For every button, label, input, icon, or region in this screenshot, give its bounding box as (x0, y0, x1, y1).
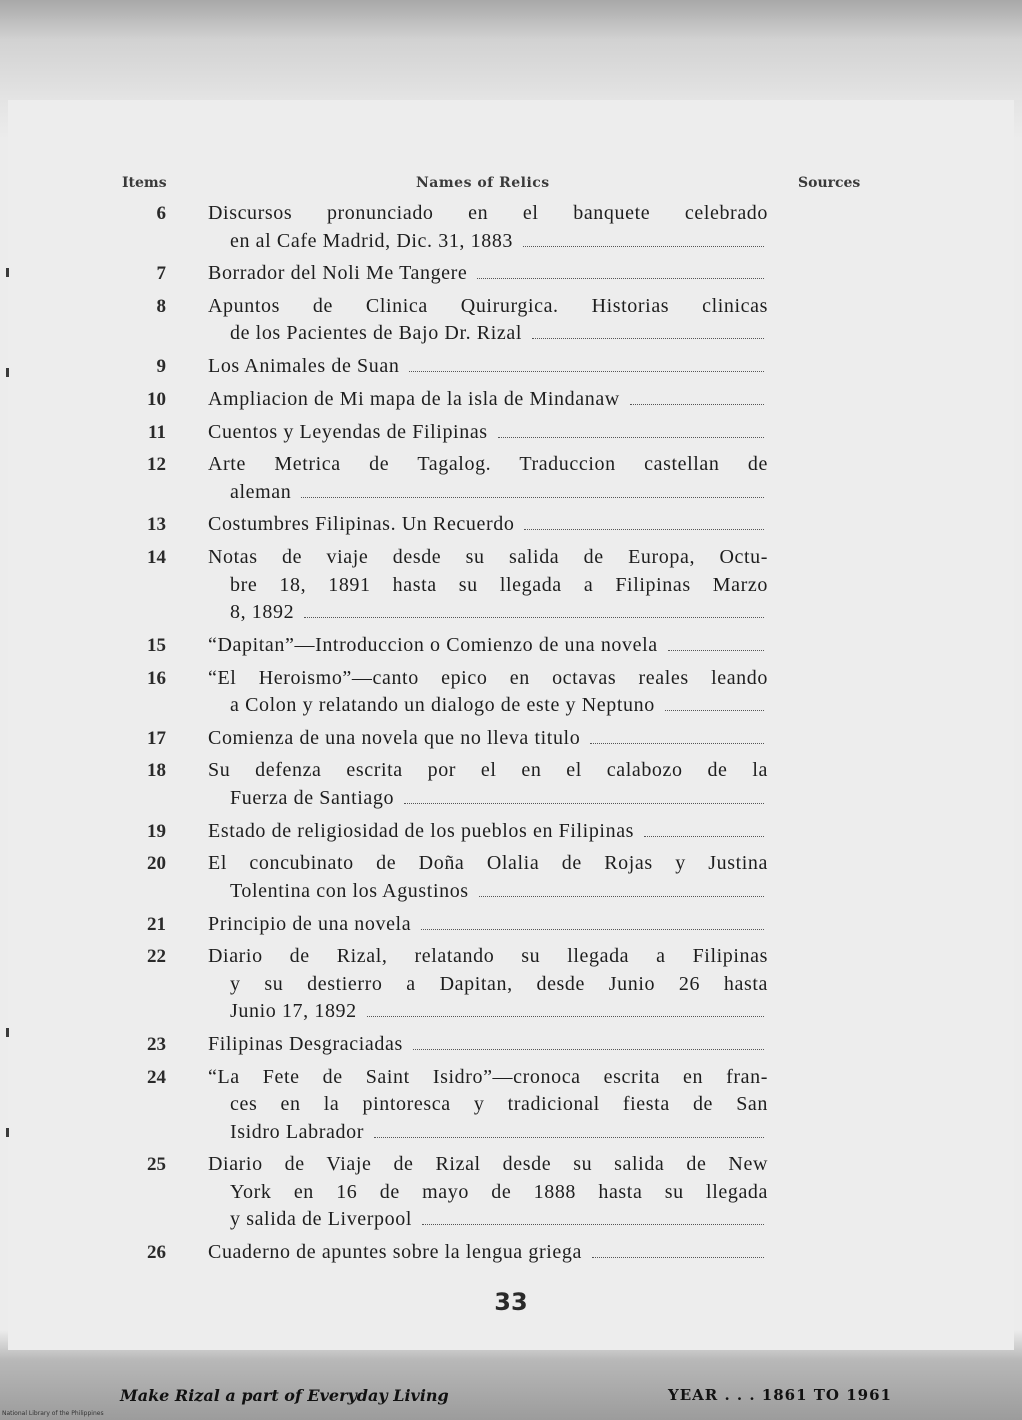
relic-name (208, 419, 768, 447)
relic-name-line (208, 665, 768, 693)
relic-text: a Colon y relatando un dialogo de este y Neptuno (230, 694, 655, 716)
relic-name (208, 943, 768, 1026)
sources-column-header: Sources (798, 175, 861, 191)
relic-name-line (208, 228, 768, 256)
relic-name-line (208, 632, 768, 660)
relic-name-line (208, 1091, 768, 1119)
relic-name (208, 200, 768, 255)
relic-text: en al Cafe Madrid, Dic. 31, 1883 (230, 229, 514, 252)
item-number: 22 (147, 946, 166, 968)
relic-text: Borrador del Noli Me Tangere (208, 262, 468, 285)
relic-text: y salida de Liverpool (230, 1208, 412, 1231)
relic-text: de los Pacientes de Bajo Dr. Rizal (230, 322, 523, 345)
relic-text: Comienza de una novela que no lleva titulo (208, 726, 581, 749)
relic-name-line (208, 572, 768, 600)
leader-dots (644, 822, 764, 837)
relic-name-line (208, 998, 768, 1026)
relic-name-line (208, 320, 768, 348)
relic-text: Discursos pronunciado en el banquete celebrado (208, 202, 768, 224)
relic-name-line (208, 1206, 768, 1234)
leader-dots (409, 357, 764, 372)
relic-name-line (208, 1064, 768, 1092)
item-number: 24 (147, 1066, 166, 1088)
item-number: 8 (156, 295, 166, 317)
relic-name-line (208, 451, 768, 479)
page-number: 33 (494, 1288, 528, 1316)
relic-text: Cuentos y Leyendas de Filipinas (208, 420, 488, 443)
relic-name (208, 665, 768, 720)
relic-name-line (208, 878, 768, 906)
leader-dots (367, 1002, 764, 1017)
relic-name-line (208, 386, 768, 414)
relic-text: Cuaderno de apuntes sobre la lengua griega (208, 1241, 582, 1263)
relic-text: Isidro Labrador (230, 1120, 364, 1143)
item-number: 19 (147, 820, 166, 842)
relic-text: 8, 1892 (230, 601, 295, 624)
relic-text: Apuntos de Clinica Quirurgica. Historias clinicas (208, 294, 768, 317)
relic-text: “El Heroismo”—canto epico en octavas reales leando (208, 666, 768, 689)
item-number: 6 (156, 203, 166, 224)
relic-name-line (208, 293, 768, 321)
relic-name-line (208, 599, 768, 627)
relic-name (208, 850, 768, 905)
relic-name (208, 818, 768, 846)
relic-text: Fuerza de Santiago (230, 786, 395, 809)
footer-years: YEAR . . . 1861 TO 1961 (668, 1386, 892, 1404)
margin-mark (6, 1028, 9, 1037)
relic-name-line (208, 1239, 768, 1267)
relic-text: Diario de Rizal, relatando su llegada a Filipinas (208, 945, 768, 968)
relic-name-line (208, 943, 768, 971)
relic-text: Diario de Viaje de Rizal desde su salida de New (208, 1153, 768, 1176)
relic-name-line (208, 1179, 768, 1207)
names-column-header: Names of Relics (416, 175, 550, 191)
leader-dots (523, 232, 764, 247)
relic-text: Tolentina con los Agustinos (230, 879, 469, 902)
relic-name-line (208, 1119, 768, 1147)
relic-name (208, 544, 768, 627)
relic-name-line (208, 511, 768, 539)
leader-dots (532, 324, 764, 339)
relic-name-line (208, 1031, 768, 1059)
leader-dots (404, 789, 764, 804)
item-number: 14 (147, 547, 166, 569)
relic-name (208, 1031, 768, 1059)
item-number: 13 (147, 514, 166, 536)
relic-text: Principio de una novela (208, 912, 412, 935)
leader-dots (630, 390, 764, 405)
item-number: 7 (156, 263, 166, 285)
relic-name-line (208, 1151, 768, 1179)
relic-text: Costumbres Filipinas. Un Recuerdo (208, 513, 515, 536)
relic-name-line (208, 419, 768, 447)
relic-text: Estado de religiosidad de los pueblos en Filipinas (208, 819, 635, 842)
margin-mark (6, 268, 9, 277)
leader-dots (498, 423, 764, 438)
leader-dots (304, 603, 764, 618)
item-number: 25 (147, 1154, 166, 1176)
leader-dots (592, 1243, 764, 1258)
leader-dots (524, 515, 764, 530)
relic-name-line (208, 850, 768, 878)
relic-name (208, 725, 768, 753)
relic-name-line (208, 353, 768, 381)
relic-name-line (208, 971, 768, 999)
margin-mark (6, 368, 9, 377)
leader-dots (301, 483, 764, 498)
relic-name (208, 451, 768, 506)
relic-name (208, 1239, 768, 1267)
leader-dots (665, 696, 764, 711)
relic-name-line (208, 725, 768, 753)
item-number: 21 (147, 913, 166, 935)
relic-text: ces en la pintoresca y tradicional fiesta de San (230, 1093, 768, 1116)
relic-text: y su destierro a Dapitan, desde Junio 26 hasta (230, 972, 768, 995)
relic-text: bre 18, 1891 hasta su llegada a Filipinas Marzo (230, 573, 768, 596)
leader-dots (590, 729, 764, 744)
relic-name (208, 353, 768, 381)
relic-name (208, 911, 768, 939)
margin-mark (6, 1128, 9, 1137)
item-number: 10 (147, 388, 166, 410)
leader-dots (421, 915, 764, 930)
relic-name-line (208, 200, 768, 228)
relic-name (208, 632, 768, 660)
leader-dots (422, 1210, 764, 1225)
items-column-header: Items (122, 175, 167, 191)
relic-text: Su defenza escrita por el en el calabozo de la (208, 759, 768, 782)
relic-text: Junio 17, 1892 (230, 1000, 357, 1023)
relic-name (208, 260, 768, 288)
library-credit: National Library of the Philippines (2, 1410, 104, 1417)
relic-text: “La Fete de Saint Isidro”—cronoca escrita en fran- (208, 1065, 768, 1088)
relic-name-line (208, 757, 768, 785)
relic-text: York en 16 de mayo de 1888 hasta su llegada (230, 1180, 768, 1203)
relic-text: aleman (230, 480, 292, 503)
relic-text: Filipinas Desgraciadas (208, 1032, 403, 1055)
item-number: 16 (147, 667, 166, 689)
item-number: 23 (147, 1033, 166, 1055)
relic-name (208, 757, 768, 812)
relic-text: Los Animales de Suan (208, 355, 400, 378)
leader-dots (477, 264, 764, 279)
item-number: 18 (147, 760, 166, 782)
relic-name (208, 293, 768, 348)
relic-text: El concubinato de Doña Olalia de Rojas y Justina (208, 852, 768, 875)
relic-name (208, 386, 768, 414)
leader-dots (479, 882, 764, 897)
footer-slogan: Make Rizal a part of Everyday Living (120, 1386, 449, 1405)
relic-name-line (208, 818, 768, 846)
item-number: 26 (147, 1242, 166, 1263)
relic-name-line (208, 785, 768, 813)
item-number: 9 (156, 356, 166, 378)
item-number: 20 (147, 853, 166, 875)
relic-name (208, 511, 768, 539)
item-number: 11 (148, 421, 166, 443)
relic-text: “Dapitan”—Introduccion o Comienzo de una novela (208, 633, 658, 656)
relic-text: Notas de viaje desde su salida de Europa, Octu- (208, 546, 768, 569)
relic-name (208, 1064, 768, 1147)
leader-dots (668, 636, 764, 651)
relic-name-line (208, 479, 768, 507)
relic-name-line (208, 260, 768, 288)
leader-dots (413, 1035, 764, 1050)
relic-name-line (208, 692, 768, 720)
relic-name-line (208, 911, 768, 939)
leader-dots (374, 1123, 764, 1138)
relic-text: Arte Metrica de Tagalog. Traduccion castellan de (208, 453, 768, 476)
item-number: 12 (147, 454, 166, 476)
relic-name-line (208, 544, 768, 572)
relic-text: Ampliacion de Mi mapa de la isla de Mindanaw (208, 387, 620, 410)
item-number: 15 (147, 634, 166, 656)
item-number: 17 (147, 727, 166, 749)
relic-name (208, 1151, 768, 1234)
